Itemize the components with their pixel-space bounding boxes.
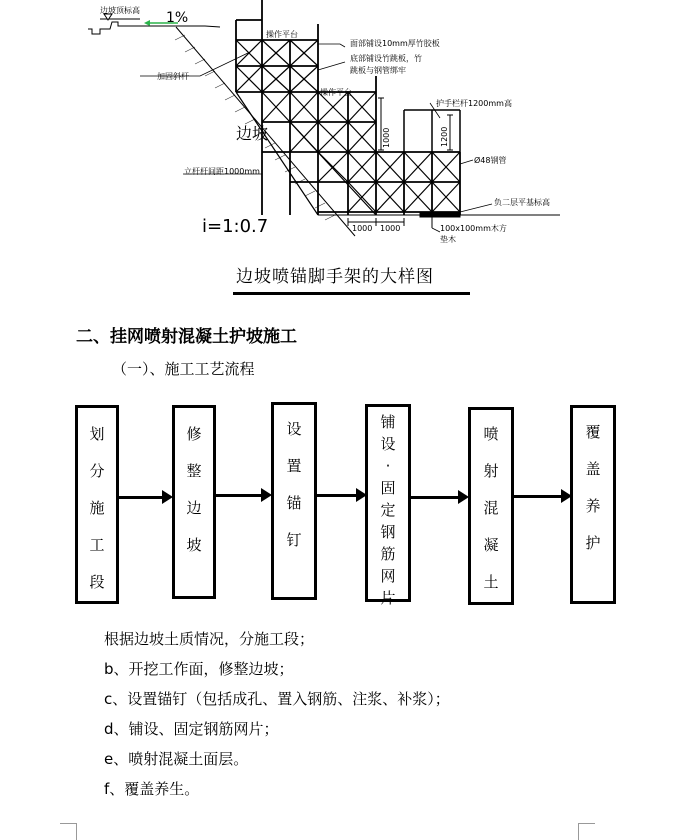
label-reinforce: 加固斜杆 — [157, 72, 189, 81]
label-pipe: Ø48钢管 — [474, 156, 507, 165]
flow-arrow-5 — [514, 495, 562, 498]
label-grade: 1% — [166, 10, 189, 26]
step-line-b: b、开挖工作面，修整边坡； — [104, 660, 294, 678]
page-corner-mark-left — [60, 823, 77, 840]
flow-box-divide — [75, 405, 119, 604]
step-line-f: f、覆盖养生。 — [104, 780, 200, 798]
label-dim-1200: 1200 — [440, 126, 449, 147]
label-handrail: 护手栏杆1200mm高 — [436, 99, 512, 108]
flow-arrow-4 — [411, 496, 459, 499]
label-timber-1: 100x100mm木方 — [440, 224, 507, 233]
flow-box-cover — [570, 405, 616, 604]
flow-box-divide-text: 划 分 施 工 段 — [89, 425, 105, 591]
label-timber-2: 垫木 — [440, 235, 456, 244]
label-note-3: 跳板与钢管绑牢 — [350, 66, 406, 75]
label-pole-spacing: 立杆杆间距1000mm — [184, 167, 260, 176]
flow-box-trim — [172, 405, 216, 599]
flow-box-anchor — [271, 402, 317, 600]
section-title: 二、挂网喷射混凝土护坡施工 — [76, 327, 297, 347]
label-work-platform-2: 操作平台 — [320, 88, 352, 97]
label-floor-level: 负二层平基标高 — [494, 198, 550, 207]
label-note-1: 面部铺设10mm厚竹胶板 — [350, 39, 440, 48]
flow-box-cover-text: 覆 盖 养 护 — [585, 423, 601, 552]
label-slope: 边坡 — [236, 124, 269, 143]
flow-box-mesh-text: 铺 设 · 固 定 钢 筋 网 片 — [380, 413, 396, 607]
label-dim-1000: 1000 — [382, 127, 391, 148]
flow-arrow-2 — [216, 494, 262, 497]
page-corner-mark-right — [578, 823, 595, 840]
flow-box-mesh — [365, 404, 411, 607]
step-line-d: d、铺设、固定钢筋网片； — [104, 720, 279, 738]
subsection-title: （一）、施工工艺流程 — [112, 360, 255, 378]
label-dim-b: 1000 — [380, 224, 401, 233]
scaffold-detail-drawing — [0, 0, 680, 300]
flow-arrow-3 — [317, 494, 357, 497]
label-ratio: i=1:0.7 — [202, 216, 269, 237]
step-line-a: 根据边坡土质情况，分施工段； — [104, 630, 315, 648]
step-line-e: e、喷射混凝土面层。 — [104, 750, 249, 768]
flow-box-trim-text: 修 整 边 坡 — [186, 425, 202, 554]
step-line-c: c、设置锚钉（包括成孔、置入钢筋、注浆、补浆）； — [104, 690, 450, 708]
drawing-caption: 边坡喷锚脚手架的大样图 — [236, 267, 434, 287]
label-note-2: 底部铺设竹跳板，竹 — [350, 54, 422, 63]
label-work-platform-1: 操作平台 — [266, 30, 298, 39]
flow-arrow-1 — [119, 496, 163, 499]
flow-box-anchor-text: 设 置 锚 钉 — [286, 420, 302, 549]
label-dim-a: 1000 — [352, 224, 373, 233]
label-slope-top: 边坡顶标高 — [100, 6, 140, 15]
caption-underline — [233, 292, 470, 295]
flow-box-spray-text: 喷 射 混 凝 土 — [483, 425, 499, 591]
flow-box-spray — [468, 407, 514, 605]
